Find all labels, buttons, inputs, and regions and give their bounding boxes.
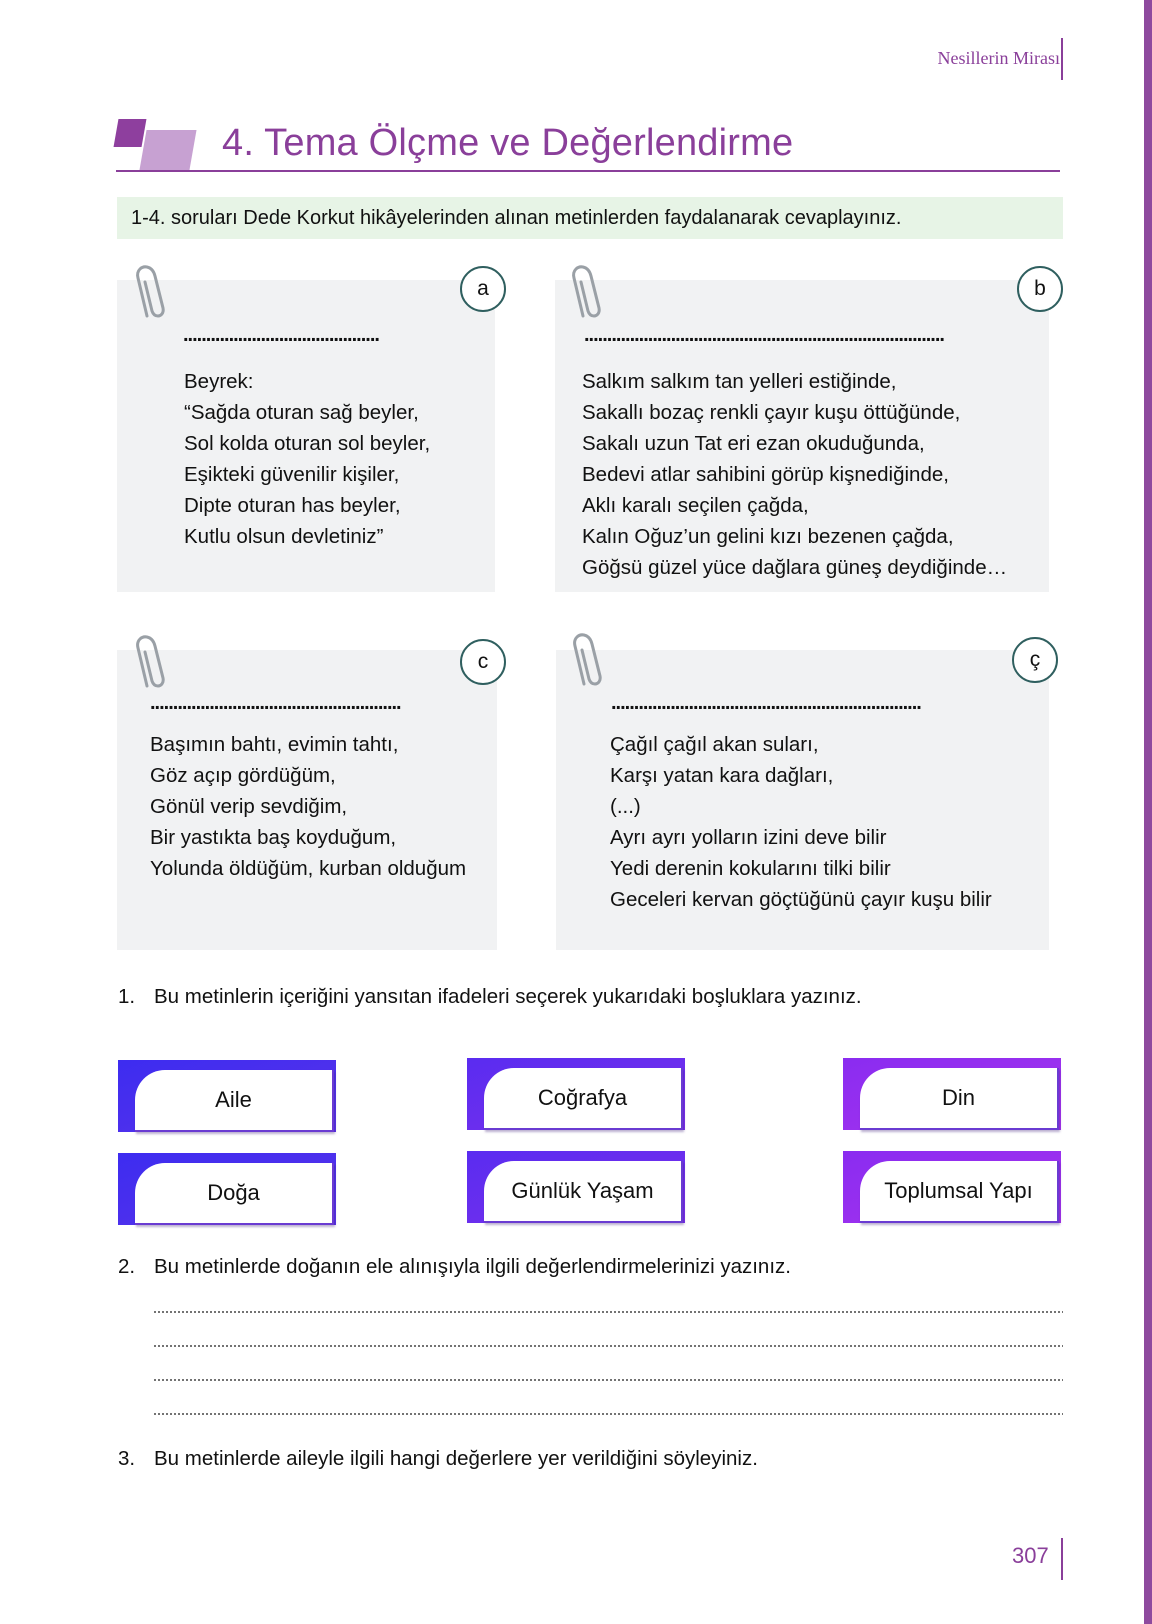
verse-line: Karşı yatan kara dağları, (610, 764, 834, 787)
card-badge: b (1017, 266, 1063, 312)
question-text: Bu metinlerde aileyle ilgili hangi değerlere yer verildiğini söyleyiniz. (154, 1447, 758, 1470)
question-1 (118, 985, 862, 1009)
option-aile[interactable] (118, 1060, 336, 1134)
question-number: 2. (118, 1255, 136, 1278)
option-gunluk-yasam[interactable] (467, 1151, 685, 1225)
verse-line: Sakalı uzun Tat eri ezan okuduğunda, (582, 432, 925, 455)
answer-blank[interactable]: ....................................................... (150, 692, 401, 714)
running-head: Nesillerin Mirası (937, 48, 1060, 68)
paperclip-icon (569, 264, 609, 322)
page-number-rule (1061, 1538, 1063, 1580)
verse-line: Sol kolda oturan sol beyler, (184, 432, 431, 455)
answer-blank[interactable]: .................................................................... (611, 692, 921, 714)
verse-text (150, 729, 466, 884)
paperclip-icon (133, 264, 173, 322)
answer-line[interactable] (153, 1413, 1063, 1415)
page-edge-bar (1144, 0, 1152, 1624)
running-head-rule (1061, 38, 1063, 80)
option-toplumsal-yapi[interactable] (843, 1151, 1061, 1225)
page-title: 4. Tema Ölçme ve Değerlendirme (222, 122, 794, 164)
verse-line: Göz açıp gördüğüm, (150, 764, 336, 787)
verse-line: Yolunda öldüğüm, kurban olduğum (150, 857, 467, 880)
question-2 (118, 1255, 791, 1279)
verse-line: Geceleri kervan göçtüğünü çayır kuşu bilir (610, 888, 992, 911)
answer-line[interactable] (153, 1379, 1063, 1381)
verse-line: Sakallı bozaç renkli çayır kuşu öttüğünde, (582, 401, 961, 424)
card-badge: ç (1012, 637, 1058, 683)
page-number: 307 (1012, 1543, 1049, 1568)
option-doga[interactable] (118, 1153, 336, 1227)
text-card-a (117, 277, 495, 592)
verse-line: Gönül verip sevdiğim, (150, 795, 348, 818)
verse-line: “Sağda oturan sağ beyler, (184, 401, 419, 424)
text-card-c (117, 650, 497, 950)
option-label: Aile (135, 1070, 334, 1132)
verse-text (582, 366, 1007, 583)
verse-line: Yedi derenin kokularını tilki bilir (610, 857, 891, 880)
text-card-ç (556, 650, 1049, 950)
title-rule (116, 170, 1060, 172)
answer-blank[interactable]: ............................................................................... (584, 324, 944, 346)
text-card-b (555, 277, 1049, 592)
answer-line[interactable] (153, 1311, 1063, 1313)
question-number: 3. (118, 1447, 136, 1470)
verse-line: Kutlu olsun devletiniz” (184, 525, 384, 548)
card-badge: a (460, 266, 506, 312)
verse-text (184, 366, 430, 552)
verse-line: Aklı karalı seçilen çağda, (582, 494, 809, 517)
question-number: 1. (118, 985, 136, 1008)
verse-text (610, 729, 992, 915)
option-label: Toplumsal Yapı (860, 1161, 1059, 1223)
verse-line: Kalın Oğuz’un gelini kızı bezenen çağda, (582, 525, 954, 548)
option-cografya[interactable] (467, 1058, 685, 1132)
question-text: Bu metinlerin içeriğini yansıtan ifadeleri seçerek yukarıdaki boşluklara yazınız. (154, 985, 862, 1008)
option-label: Coğrafya (484, 1068, 683, 1130)
instruction-banner: 1-4. soruları Dede Korkut hikâyelerinden alınan metinlerden faydalanarak cevaplayınız. (117, 197, 1063, 239)
paperclip-icon (570, 632, 610, 690)
question-3 (118, 1447, 758, 1471)
question-text: Bu metinlerde doğanın ele alınışıyla ilgili değerlendirmelerinizi yazınız. (154, 1255, 791, 1278)
verse-line: Bir yastıkta baş koyduğum, (150, 826, 397, 849)
option-label: Günlük Yaşam (484, 1161, 683, 1223)
verse-line: Bedevi atlar sahibini görüp kişnediğinde, (582, 463, 949, 486)
paperclip-icon (133, 634, 173, 692)
verse-line: Salkım salkım tan yelleri estiğinde, (582, 370, 897, 393)
answer-blank[interactable]: ........................................... (183, 324, 379, 346)
answer-line[interactable] (153, 1345, 1063, 1347)
verse-line: Eşikteki güvenilir kişiler, (184, 463, 400, 486)
verse-line: Başımın bahtı, evimin tahtı, (150, 733, 399, 756)
title-decoration-light (139, 130, 196, 170)
option-din[interactable] (843, 1058, 1061, 1132)
title-decoration-dark (114, 119, 147, 147)
verse-line: Dipte oturan has beyler, (184, 494, 401, 517)
verse-line: Beyrek: (184, 370, 254, 393)
card-badge: c (460, 639, 506, 685)
verse-line: (...) (610, 795, 641, 818)
option-label: Doğa (135, 1163, 334, 1225)
verse-line: Çağıl çağıl akan suları, (610, 733, 819, 756)
verse-line: Göğsü güzel yüce dağlara güneş deydiğinde… (582, 556, 1008, 579)
option-label: Din (860, 1068, 1059, 1130)
verse-line: Ayrı ayrı yolların izini deve bilir (610, 826, 887, 849)
